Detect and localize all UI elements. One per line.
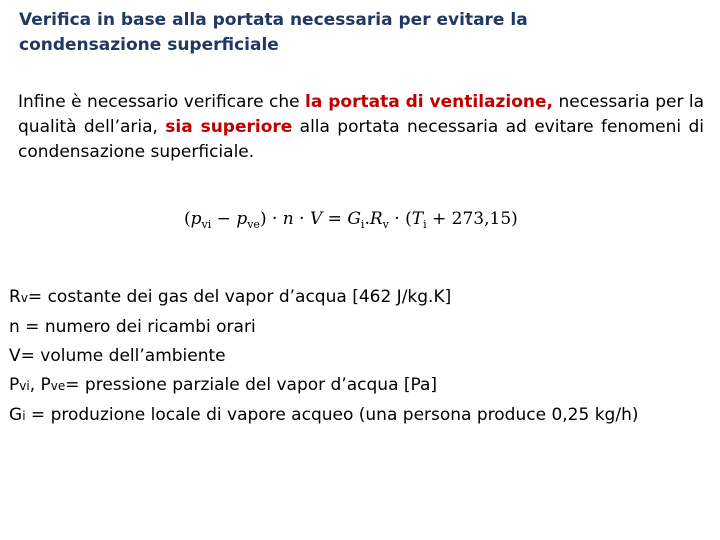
intro-text-1: Infine è necessario verificare che <box>18 92 305 112</box>
formula-t: T <box>411 209 424 229</box>
formula-minus: − <box>211 209 237 229</box>
definition-symbol: V <box>9 346 21 366</box>
definition-rv <box>9 283 709 313</box>
formula-t-sub: i <box>423 218 427 231</box>
formula-r-sub: v <box>382 218 389 231</box>
formula-close: ) · <box>259 209 283 229</box>
formula <box>184 205 518 239</box>
definition-symbol: R <box>9 287 21 307</box>
intro-paragraph <box>18 90 704 165</box>
formula-tail: + 273,15) <box>426 209 518 229</box>
formula-equals: = <box>322 209 348 229</box>
slide-title-line-2: condensazione superficiale <box>19 35 279 55</box>
definition-gi <box>9 401 709 431</box>
intro-highlight-ventilation: la portata di ventilazione, <box>305 92 554 112</box>
definition-separator: , <box>29 375 41 395</box>
definition-symbol: G <box>9 405 23 425</box>
definition-text: = produzione locale di vapore acqueo (una persona produce 0,25 kg/h) <box>25 405 639 425</box>
definition-v <box>9 342 709 371</box>
formula-dot-v: · <box>293 209 310 229</box>
formula-dot-r: . <box>364 209 370 229</box>
formula-p-ve: p <box>236 209 248 229</box>
intro-text-2: necessaria per la qualità dell’aria, <box>18 92 705 137</box>
definition-symbol-sub: i <box>22 409 26 423</box>
formula-dot-t: · ( <box>388 209 412 229</box>
definition-text: = pressione parziale del vapor d’acqua [Pa] <box>65 375 438 395</box>
definitions-list <box>9 283 709 431</box>
formula-p-vi: p <box>190 209 202 229</box>
formula-open: ( <box>184 209 191 229</box>
slide-title-line-1: Verifica in base alla portata necessaria per evitare la <box>19 10 528 30</box>
definition-pvi-pve <box>9 371 709 401</box>
definition-symbol: n <box>9 317 20 337</box>
formula-g-sub: i <box>360 218 365 231</box>
definition-symbol-sub: v <box>20 291 28 305</box>
definition-n <box>9 313 709 342</box>
formula-g: G <box>347 209 361 229</box>
formula-p-vi-sub: vi <box>201 218 212 231</box>
slide-title <box>19 8 659 58</box>
definition-symbol-sub: vi <box>19 379 30 393</box>
formula-p-ve-sub: ve <box>247 218 260 231</box>
intro-highlight-superior: sia superiore <box>165 117 293 137</box>
definition-symbol-pve-sub: ve <box>50 379 66 393</box>
definition-text: = volume dell’ambiente <box>20 346 226 366</box>
definition-text: = numero dei ricambi orari <box>19 317 256 337</box>
definition-text: = costante dei gas del vapor d’acqua [462 J/kg.K] <box>27 287 452 307</box>
definition-symbol-pve: P <box>40 375 51 395</box>
intro-text-3: alla portata necessaria ad evitare fenomeni di condensazione superficiale. <box>18 117 704 162</box>
formula-n: n <box>282 209 294 229</box>
definition-symbol: P <box>9 375 20 395</box>
formula-r: R <box>369 209 383 229</box>
formula-v: V <box>309 209 323 229</box>
